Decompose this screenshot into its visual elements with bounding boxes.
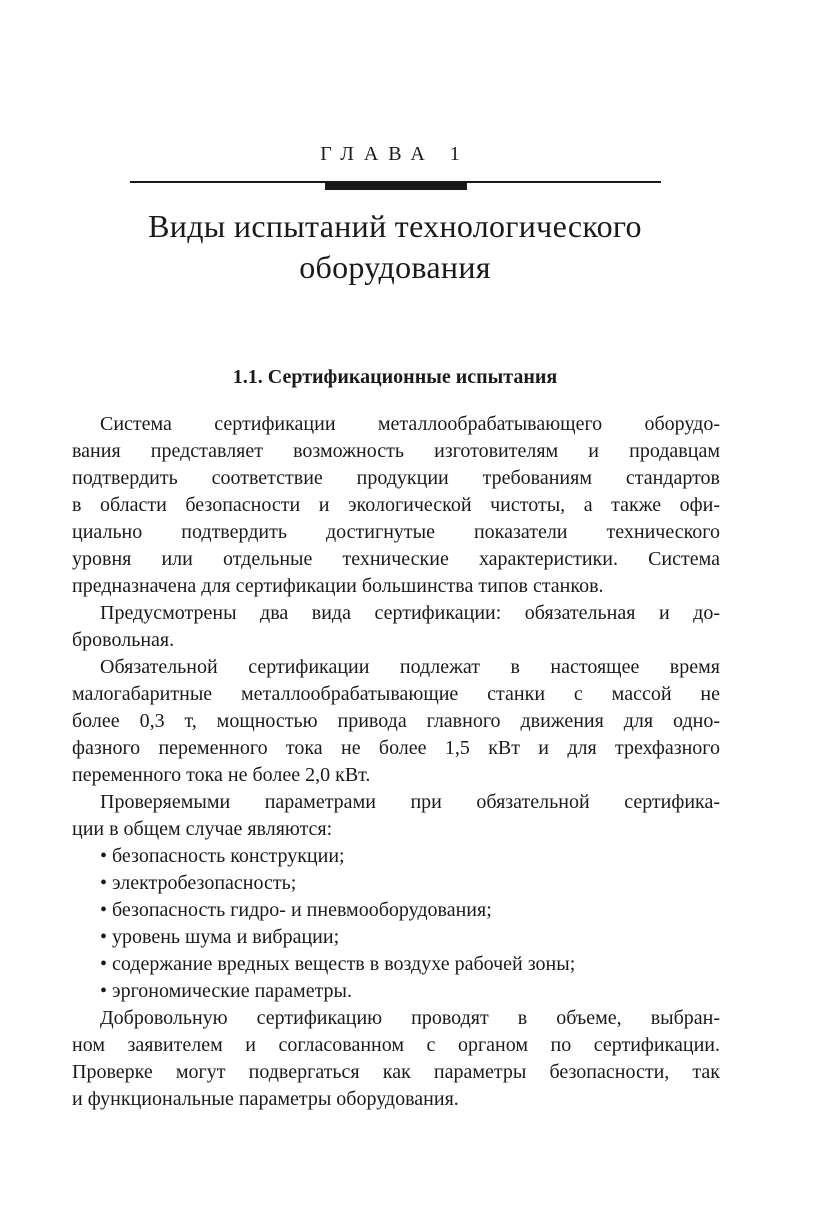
text-line: Проверке могут подвергаться как параметры безопасности, так [72, 1061, 720, 1083]
text-line: и функциональные параметры оборудования. [72, 1088, 459, 1110]
chapter-label: ГЛАВА 1 [320, 143, 470, 165]
text-line: Проверяемыми параметрами при обязательной сертифика- [100, 791, 720, 813]
bullet-item: • уровень шума и вибрации; [100, 926, 340, 948]
text-line: вания представляет возможность изготовителям и продавцам [72, 440, 720, 462]
text-line: предназначена для сертификации большинства типов станков. [72, 575, 604, 597]
bullet-item: • электробезопасность; [100, 872, 297, 894]
section-heading: 1.1. Сертификационные испытания [232, 366, 558, 388]
chapter-rule-thick [325, 182, 467, 190]
text-line: Обязательной сертификации подлежат в настоящее время [100, 656, 720, 678]
text-line: ции в общем случае являются: [72, 818, 333, 840]
text-line: уровня или отдельные технические характеристики. Система [72, 548, 720, 570]
text-line: фазного переменного тока не более 1,5 кВт и для трехфазного [72, 737, 720, 759]
text-line: бровольная. [72, 629, 175, 651]
text-line: малогабаритные металлообрабатывающие станки с массой не [72, 683, 720, 705]
text-line: переменного тока не более 2,0 кВт. [72, 764, 371, 786]
bullet-item: • содержание вредных веществ в воздухе рабочей зоны; [100, 953, 576, 975]
bullet-item: • безопасность гидро- и пневмооборудования; [100, 899, 492, 921]
bullet-item: • безопасность конструкции; [100, 845, 345, 867]
text-line: циально подтвердить достигнутые показатели технического [72, 521, 720, 543]
text-line: в области безопасности и экологической чистоты, а также офи- [72, 494, 720, 516]
text-line: Предусмотрены два вида сертификации: обязательная и до- [100, 602, 720, 624]
bullet-item: • эргономические параметры. [100, 980, 352, 1002]
chapter-title [60, 206, 730, 288]
text-line: более 0,3 т, мощностью привода главного движения для одно- [72, 710, 720, 732]
text-line: Добровольную сертификацию проводят в объеме, выбран- [100, 1007, 720, 1029]
text-line: Система сертификации металлообрабатывающего оборудо- [100, 413, 720, 435]
chapter-title-line: Виды испытаний технологического [148, 208, 642, 244]
text-line: подтвердить соответствие продукции требованиям стандартов [72, 467, 720, 489]
text-line: ном заявителем и согласованном с органом по сертификации. [72, 1034, 720, 1056]
chapter-title-line: оборудования [299, 249, 491, 285]
body-text [72, 411, 720, 1113]
